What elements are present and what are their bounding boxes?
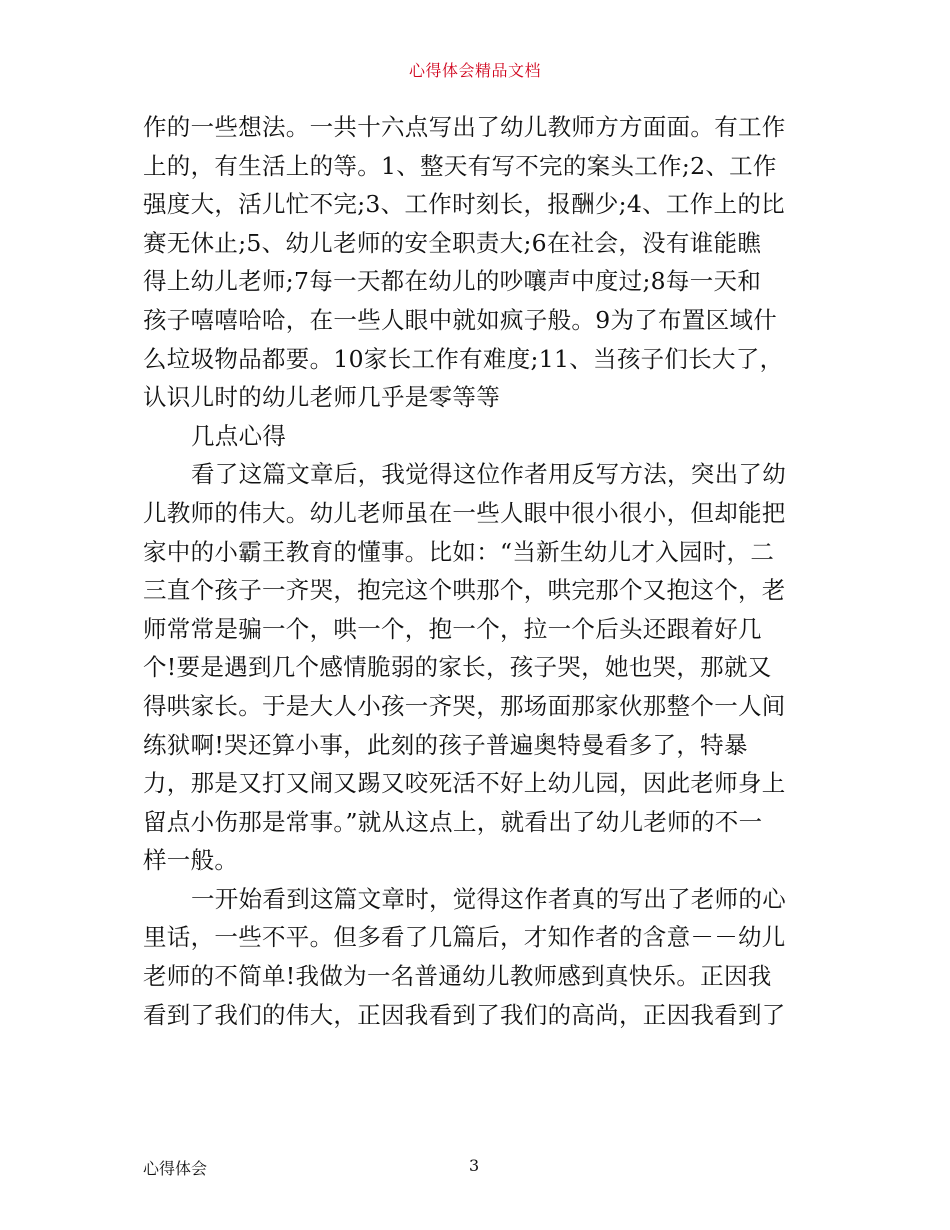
section-heading: 几点心得: [191, 421, 287, 450]
text-line: 认识儿时的幼儿老师几乎是零等等: [143, 383, 500, 412]
text-line: 样一般。: [143, 846, 239, 875]
document-body: [143, 108, 811, 1034]
text-line: 看了这篇文章后，我觉得这位作者用反写方法，突出了幼: [191, 460, 786, 489]
text-line: 强度大，活儿忙不完;3、工作时刻长，报酬少;4、工作上的比: [143, 190, 785, 219]
text-line: 得哄家长。于是大人小孩一齐哭，那场面那家伙那整个一人间: [143, 691, 786, 720]
text-line: 一开始看到这篇文章时，觉得这作者真的写出了老师的心: [191, 884, 786, 913]
text-line: 么垃圾物品都要。10家长工作有难度;11、当孩子们长大了，: [143, 344, 784, 373]
text-line: 三直个孩子一齐哭，抱完这个哄那个，哄完那个又抱这个，老: [143, 576, 786, 605]
text-line: 练狱啊!哭还算小事，此刻的孩子普遍奥特曼看多了，特暴: [143, 730, 748, 759]
text-line: 作的一些想法。一共十六点写出了幼儿教师方方面面。有工作: [143, 113, 786, 141]
page-header-title: 心得体会精品文档: [408, 61, 541, 80]
text-line: 个!要是遇到几个感情脆弱的家长，孩子哭，她也哭，那就又: [143, 653, 772, 682]
footer-label: 心得体会: [143, 1159, 208, 1178]
text-line: 赛无休止;5、幼儿老师的安全职责大;6在社会，没有谁能瞧: [143, 228, 762, 257]
text-line: 看到了我们的伟大，正因我看到了我们的高尚，正因我看到了: [143, 1000, 786, 1029]
page-number: 3: [469, 1156, 480, 1175]
text-line: 留点小伤那是常事。”就从这点上，就看出了幼儿老师的不一: [143, 807, 763, 836]
text-line: 老师的不简单!我做为一名普通幼儿教师感到真快乐。正因我: [143, 962, 772, 991]
text-line: 家中的小霸王教育的懂事。比如：“当新生幼儿才入园时，二: [143, 537, 775, 566]
text-line: 得上幼儿老师;7每一天都在幼儿的吵嚷声中度过;8每一天和: [143, 267, 762, 296]
text-line: 孩子嘻嘻哈哈，在一些人眼中就如疯子般。9为了布置区域什: [143, 305, 778, 334]
text-line: 上的，有生活上的等。1、整天有写不完的案头工作;2、工作: [143, 151, 777, 180]
text-line: 里话，一些不平。但多看了几篇后，才知作者的含意－－幼儿: [143, 923, 786, 952]
text-line: 师常常是骗一个，哄一个，抱一个，拉一个后头还跟着好几: [143, 614, 762, 643]
text-line: 儿教师的伟大。幼儿老师虽在一些人眼中很小很小，但却能把: [143, 498, 786, 527]
text-line: 力，那是又打又闹又踢又咬死活不好上幼儿园，因此老师身上: [143, 769, 786, 798]
